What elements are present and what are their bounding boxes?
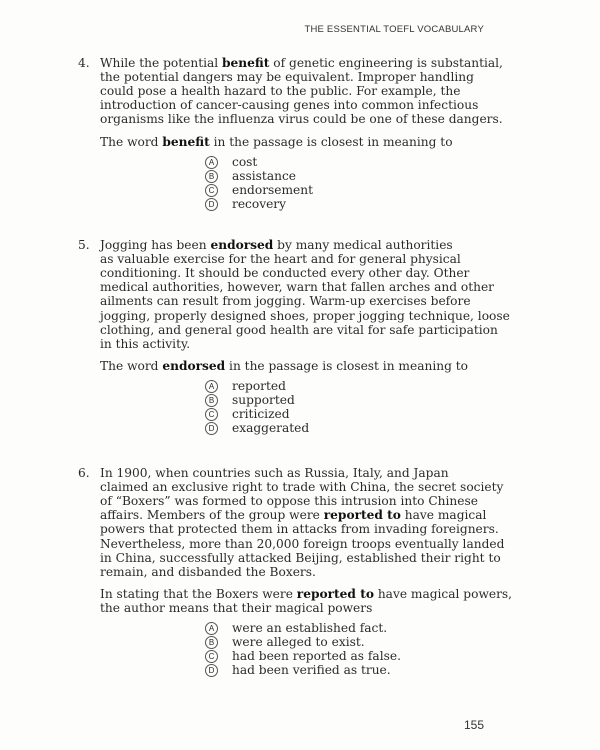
item-number: 6. — [78, 466, 90, 480]
option-a-circle-icon[interactable]: A — [205, 156, 218, 169]
option-text: exaggerated — [232, 421, 310, 436]
passage-line — [100, 565, 316, 579]
option-text: had been reported as false. — [232, 649, 401, 664]
passage-line — [100, 309, 510, 323]
text-segment: as valuable exercise for the heart and for general physical — [100, 252, 461, 267]
answer-option[interactable] — [205, 649, 401, 663]
text-segment: Jogging has been — [100, 238, 211, 252]
text-segment: ailments can result from jogging. Warm-up exercises before — [100, 294, 471, 309]
option-d-circle-icon[interactable]: D — [205, 198, 218, 211]
option-c-circle-icon[interactable]: C — [205, 408, 218, 421]
option-text: cost — [232, 154, 258, 169]
text-segment: of genetic engineering is substantial, — [269, 56, 503, 70]
text-segment: could pose a health hazard to the public. For example, the — [100, 84, 461, 99]
item-number: 5. — [78, 238, 90, 252]
text-segment: In stating that the Boxers were — [100, 586, 297, 601]
answer-option[interactable] — [205, 421, 309, 435]
key-term: benefit — [222, 56, 270, 70]
text-segment: In 1900, when countries such as Russia, Italy, and Japan — [100, 466, 449, 480]
answer-option[interactable] — [205, 197, 286, 211]
text-segment: organisms like the influenza virus could be one of these dangers. — [100, 112, 503, 127]
answer-option[interactable] — [205, 407, 290, 421]
passage-line — [100, 466, 449, 480]
question-stem — [100, 587, 512, 601]
passage-line — [100, 551, 501, 565]
text-segment: in this activity. — [100, 336, 191, 351]
text-segment: The word — [100, 134, 163, 149]
key-term: reported to — [323, 508, 401, 523]
option-d-circle-icon[interactable]: D — [205, 422, 218, 435]
passage-line — [100, 522, 499, 536]
question-stem — [100, 359, 468, 373]
text-segment: While the potential — [100, 56, 223, 70]
text-segment: of “Boxers” was formed to oppose this intrusion into Chinese — [100, 494, 478, 509]
text-segment: medical authorities, however, warn that fallen arches and other — [100, 280, 494, 295]
option-b-circle-icon[interactable]: B — [205, 636, 218, 649]
passage-line — [100, 480, 503, 494]
answer-option[interactable] — [205, 393, 295, 407]
option-text: criticized — [232, 407, 290, 422]
text-segment: introduction of cancer-causing genes into common infectious — [100, 98, 479, 113]
text-segment: have magical — [400, 508, 487, 523]
text-segment: the potential dangers may be equivalent. Improper handling — [100, 70, 474, 85]
option-text: endorsement — [232, 182, 314, 197]
text-segment: in China, successfully attacked Beijing, established their right to — [100, 550, 501, 565]
option-text: supported — [232, 393, 295, 407]
text-segment: Nevertheless, more than 20,000 foreign troops eventually landed — [100, 536, 505, 551]
page-number: 155 — [464, 718, 485, 732]
option-text: were an established fact. — [232, 621, 388, 635]
option-c-circle-icon[interactable]: C — [205, 184, 218, 197]
passage-line — [100, 84, 460, 98]
option-text: assistance — [232, 168, 296, 183]
text-segment: the author means that their magical powers — [100, 600, 373, 615]
key-term: benefit — [162, 134, 210, 149]
key-term: endorsed — [162, 358, 226, 373]
item-number: 4. — [78, 56, 90, 70]
running-header: THE ESSENTIAL TOEFL VOCABULARY — [304, 24, 484, 35]
passage-line — [100, 508, 486, 522]
text-segment: remain, and disbanded the Boxers. — [100, 564, 316, 579]
passage-line — [100, 337, 190, 351]
option-d-circle-icon[interactable]: D — [205, 664, 218, 677]
text-segment: powers that protected them in attacks from invading foreigners. — [100, 522, 499, 537]
passage-line — [100, 294, 471, 308]
answer-option[interactable] — [205, 635, 365, 649]
text-segment: clothing, and general good health are vital for safe participation — [100, 322, 498, 337]
answer-option[interactable] — [205, 621, 387, 635]
option-a-circle-icon[interactable]: A — [205, 380, 218, 393]
text-segment: affairs. Members of the group were — [100, 508, 324, 523]
text-segment: by many medical authorities — [273, 238, 453, 252]
text-segment: conditioning. It should be conducted every other day. Other — [100, 266, 470, 281]
option-c-circle-icon[interactable]: C — [205, 650, 218, 663]
passage-line — [100, 537, 504, 551]
text-segment: The word — [100, 358, 163, 373]
key-term: reported to — [296, 586, 374, 601]
text-segment: in the passage is closest in meaning to — [209, 134, 453, 149]
passage-line — [100, 98, 478, 112]
question-stem — [100, 135, 453, 149]
key-term: endorsed — [210, 238, 274, 252]
passage-line — [100, 112, 503, 126]
answer-option[interactable] — [205, 663, 391, 677]
option-b-circle-icon[interactable]: B — [205, 394, 218, 407]
passage-line — [100, 323, 498, 337]
text-segment: claimed an exclusive right to trade with China, the secret society — [100, 480, 504, 495]
option-text: reported — [232, 378, 286, 393]
answer-option[interactable] — [205, 155, 257, 169]
option-text: had been verified as true. — [232, 663, 391, 678]
option-b-circle-icon[interactable]: B — [205, 170, 218, 183]
option-text: were alleged to exist. — [232, 635, 365, 650]
text-segment: have magical powers, — [373, 586, 513, 601]
passage-line — [100, 266, 469, 280]
passage-line — [100, 56, 503, 70]
question-stem — [100, 601, 372, 615]
passage-line — [100, 252, 461, 266]
text-segment: in the passage is closest in meaning to — [225, 358, 468, 373]
text-segment: jogging, properly designed shoes, proper jogging technique, loose — [100, 308, 510, 323]
passage-line — [100, 280, 494, 294]
option-a-circle-icon[interactable]: A — [205, 622, 218, 635]
answer-option[interactable] — [205, 169, 296, 183]
answer-option[interactable] — [205, 183, 313, 197]
passage-line — [100, 494, 478, 508]
passage-line — [100, 238, 453, 252]
option-text: recovery — [232, 196, 287, 211]
passage-line — [100, 70, 474, 84]
answer-option[interactable] — [205, 379, 286, 393]
